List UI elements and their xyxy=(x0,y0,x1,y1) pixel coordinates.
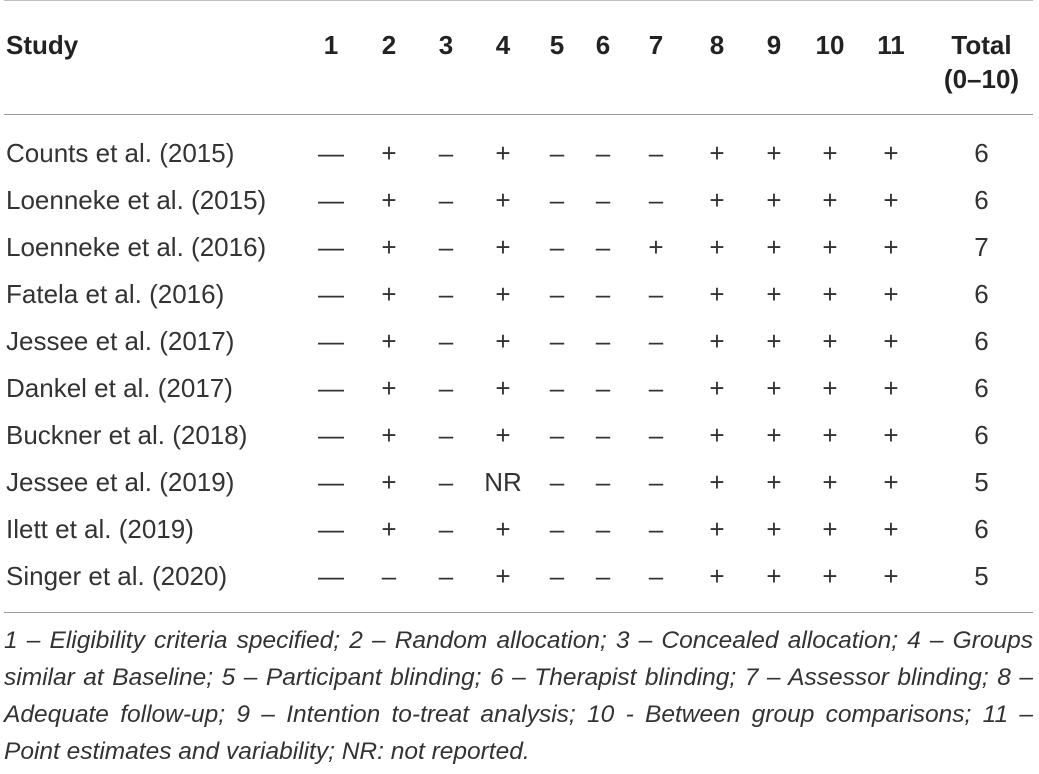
criterion-4-score-cell: NR xyxy=(484,467,522,497)
total-score-cell: 6 xyxy=(974,373,989,403)
criterion-11-score-cell: + xyxy=(883,232,899,262)
criterion-5-score-cell: – xyxy=(549,373,565,403)
criterion-8-score-cell: + xyxy=(709,420,725,450)
criterion-1-score-cell: — xyxy=(318,138,344,168)
criterion-2-score-cell: + xyxy=(381,420,397,450)
criterion-1-score-cell: — xyxy=(318,279,344,309)
criterion-6-score-cell: – xyxy=(595,326,611,356)
criterion-2-score-cell: + xyxy=(381,467,397,497)
criterion-6-score-cell: – xyxy=(595,185,611,215)
criterion-1-score-cell: — xyxy=(318,185,344,215)
total-score-cell: 7 xyxy=(974,232,989,262)
criterion-10-score-cell: + xyxy=(822,326,838,356)
criterion-5-score-cell: – xyxy=(549,185,565,215)
bottom-rule xyxy=(4,612,1033,613)
study-name-cell: Buckner et al. (2018) xyxy=(6,420,248,450)
criterion-6-score-cell: – xyxy=(595,420,611,450)
table-row xyxy=(0,506,1039,553)
criterion-2-score-cell: + xyxy=(381,185,397,215)
criterion-10-score-cell: + xyxy=(822,185,838,215)
criterion-6-score-cell: – xyxy=(595,232,611,262)
criterion-10-score-cell: + xyxy=(822,373,838,403)
criterion-1-score-cell: — xyxy=(318,373,344,403)
criterion-4-score-cell: + xyxy=(495,279,511,309)
criterion-11-score-cell: + xyxy=(883,373,899,403)
criterion-8-score-cell: + xyxy=(709,373,725,403)
table-row xyxy=(0,365,1039,412)
criterion-7-score-cell: – xyxy=(648,326,664,356)
criterion-1-score-cell: — xyxy=(318,326,344,356)
criterion-header-6: 6 xyxy=(595,30,611,60)
total-column-header xyxy=(924,0,1039,114)
criterion-10-score-cell: + xyxy=(822,514,838,544)
criterion-10-score-cell: + xyxy=(822,279,838,309)
criterion-7-score-cell: + xyxy=(648,232,664,262)
criterion-11-score-cell: + xyxy=(883,279,899,309)
criterion-10-score-cell: + xyxy=(822,232,838,262)
table-row xyxy=(0,318,1039,365)
criterion-header-5: 5 xyxy=(549,30,565,60)
criterion-11-score-cell: + xyxy=(883,138,899,168)
criterion-7-score-cell: – xyxy=(648,138,664,168)
criterion-11-score-cell: + xyxy=(883,326,899,356)
criterion-header-10: 10 xyxy=(815,30,845,60)
study-name-cell: Loenneke et al. (2016) xyxy=(6,232,267,262)
criterion-8-score-cell: + xyxy=(709,514,725,544)
criterion-6-score-cell: – xyxy=(595,514,611,544)
criterion-4-score-cell: + xyxy=(495,373,511,403)
criterion-1-score-cell: — xyxy=(318,467,344,497)
criterion-2-score-cell: – xyxy=(381,561,397,591)
criterion-1-score-cell: — xyxy=(318,232,344,262)
criterion-4-score-cell: + xyxy=(495,138,511,168)
criterion-3-score-cell: – xyxy=(438,373,454,403)
total-score-cell: 6 xyxy=(974,279,989,309)
criterion-3-score-cell: – xyxy=(438,279,454,309)
criterion-11-score-cell: + xyxy=(883,514,899,544)
total-header-line2: (0–10) xyxy=(943,64,1020,94)
total-score-cell: 6 xyxy=(974,326,989,356)
criterion-3-score-cell: – xyxy=(438,326,454,356)
criterion-9-score-cell: + xyxy=(766,279,782,309)
table-body xyxy=(0,114,1039,600)
criterion-2-score-cell: + xyxy=(381,279,397,309)
footnote: 1 – Eligibility criteria specified; 2 – Random allocation; 3 – Concealed allocation; 4 – Groups similar at Baseline; 5 – Participant blinding; 6 – Therapist blinding; 7 – Assessor blinding; 8 – Adequate follow-up; 9 – Intention to-treat analysis; 10 - Between group comparisons; 11 – Point estimates and variability; NR: not reported. xyxy=(4,627,1033,765)
criterion-5-score-cell: – xyxy=(549,561,565,591)
total-score-cell: 5 xyxy=(974,467,989,497)
study-name-cell: Loenneke et al. (2015) xyxy=(6,185,267,215)
table-row xyxy=(0,271,1039,318)
study-name-cell: Counts et al. (2015) xyxy=(6,138,235,168)
criterion-7-score-cell: – xyxy=(648,514,664,544)
criterion-2-score-cell: + xyxy=(381,232,397,262)
criterion-header-7: 7 xyxy=(648,30,664,60)
criterion-6-score-cell: – xyxy=(595,561,611,591)
criterion-9-score-cell: + xyxy=(766,514,782,544)
criterion-3-score-cell: – xyxy=(438,232,454,262)
criterion-header-1: 1 xyxy=(323,30,339,60)
criterion-3-score-cell: – xyxy=(438,561,454,591)
criterion-4-score-cell: + xyxy=(495,561,511,591)
criterion-9-score-cell: + xyxy=(766,326,782,356)
criterion-header-2: 2 xyxy=(381,30,397,60)
criterion-5-score-cell: – xyxy=(549,326,565,356)
total-score-cell: 5 xyxy=(974,561,989,591)
table-row xyxy=(0,412,1039,459)
criterion-2-score-cell: + xyxy=(381,373,397,403)
criterion-8-score-cell: + xyxy=(709,232,725,262)
criterion-2-score-cell: + xyxy=(381,514,397,544)
criterion-10-score-cell: + xyxy=(822,420,838,450)
criterion-3-score-cell: – xyxy=(438,420,454,450)
criterion-4-score-cell: + xyxy=(495,185,511,215)
criterion-6-score-cell: – xyxy=(595,467,611,497)
criterion-11-score-cell: + xyxy=(883,420,899,450)
criterion-3-score-cell: – xyxy=(438,138,454,168)
criterion-6-score-cell: – xyxy=(595,138,611,168)
criterion-10-score-cell: + xyxy=(822,467,838,497)
table-row xyxy=(0,177,1039,224)
criterion-9-score-cell: + xyxy=(766,467,782,497)
study-name-cell: Jessee et al. (2017) xyxy=(6,326,235,356)
study-name-cell: Ilett et al. (2019) xyxy=(6,514,194,544)
criterion-8-score-cell: + xyxy=(709,185,725,215)
study-name-cell: Singer et al. (2020) xyxy=(6,561,228,591)
criterion-4-score-cell: + xyxy=(495,232,511,262)
criterion-7-score-cell: – xyxy=(648,373,664,403)
criterion-3-score-cell: – xyxy=(438,185,454,215)
study-name-cell: Fatela et al. (2016) xyxy=(6,279,225,309)
criterion-5-score-cell: – xyxy=(549,138,565,168)
criterion-8-score-cell: + xyxy=(709,138,725,168)
study-column-header: Study xyxy=(6,30,79,60)
criterion-10-score-cell: + xyxy=(822,561,838,591)
criterion-6-score-cell: – xyxy=(595,279,611,309)
criterion-9-score-cell: + xyxy=(766,185,782,215)
criterion-9-score-cell: + xyxy=(766,420,782,450)
criterion-4-score-cell: + xyxy=(495,326,511,356)
criterion-7-score-cell: – xyxy=(648,185,664,215)
criterion-10-score-cell: + xyxy=(822,138,838,168)
criterion-2-score-cell: + xyxy=(381,326,397,356)
criterion-5-score-cell: – xyxy=(549,420,565,450)
criterion-3-score-cell: – xyxy=(438,514,454,544)
criterion-header-9: 9 xyxy=(766,30,782,60)
total-score-cell: 6 xyxy=(974,138,989,168)
criterion-header-11: 11 xyxy=(877,30,905,60)
criterion-8-score-cell: + xyxy=(709,326,725,356)
criterion-9-score-cell: + xyxy=(766,561,782,591)
total-header-line1: Total xyxy=(951,30,1012,60)
header-row xyxy=(0,0,1039,114)
criterion-header-3: 3 xyxy=(438,30,454,60)
criterion-5-score-cell: – xyxy=(549,279,565,309)
study-name-cell: Dankel et al. (2017) xyxy=(6,373,233,403)
criterion-8-score-cell: + xyxy=(709,279,725,309)
criterion-9-score-cell: + xyxy=(766,232,782,262)
total-score-cell: 6 xyxy=(974,420,989,450)
criterion-1-score-cell: — xyxy=(318,561,344,591)
criterion-8-score-cell: + xyxy=(709,561,725,591)
total-score-cell: 6 xyxy=(974,185,989,215)
criterion-11-score-cell: + xyxy=(883,561,899,591)
table-row xyxy=(0,553,1039,600)
criterion-4-score-cell: + xyxy=(495,514,511,544)
criterion-1-score-cell: — xyxy=(318,420,344,450)
criterion-4-score-cell: + xyxy=(495,420,511,450)
criterion-header-4: 4 xyxy=(495,30,511,60)
criterion-11-score-cell: + xyxy=(883,185,899,215)
total-score-cell: 6 xyxy=(974,514,989,544)
criterion-5-score-cell: – xyxy=(549,514,565,544)
criterion-11-score-cell: + xyxy=(883,467,899,497)
criterion-5-score-cell: – xyxy=(549,232,565,262)
criterion-7-score-cell: – xyxy=(648,420,664,450)
table-row xyxy=(0,224,1039,271)
criterion-9-score-cell: + xyxy=(766,373,782,403)
criterion-8-score-cell: + xyxy=(709,467,725,497)
criterion-header-8: 8 xyxy=(709,30,725,60)
criterion-7-score-cell: – xyxy=(648,561,664,591)
study-name-cell: Jessee et al. (2019) xyxy=(6,467,235,497)
criterion-3-score-cell: – xyxy=(438,467,454,497)
table-row xyxy=(0,459,1039,506)
criterion-2-score-cell: + xyxy=(381,138,397,168)
criterion-1-score-cell: — xyxy=(318,514,344,544)
criterion-9-score-cell: + xyxy=(766,138,782,168)
criterion-6-score-cell: – xyxy=(595,373,611,403)
criterion-5-score-cell: – xyxy=(549,467,565,497)
criterion-7-score-cell: – xyxy=(648,279,664,309)
criterion-7-score-cell: – xyxy=(648,467,664,497)
table-row xyxy=(0,114,1039,177)
